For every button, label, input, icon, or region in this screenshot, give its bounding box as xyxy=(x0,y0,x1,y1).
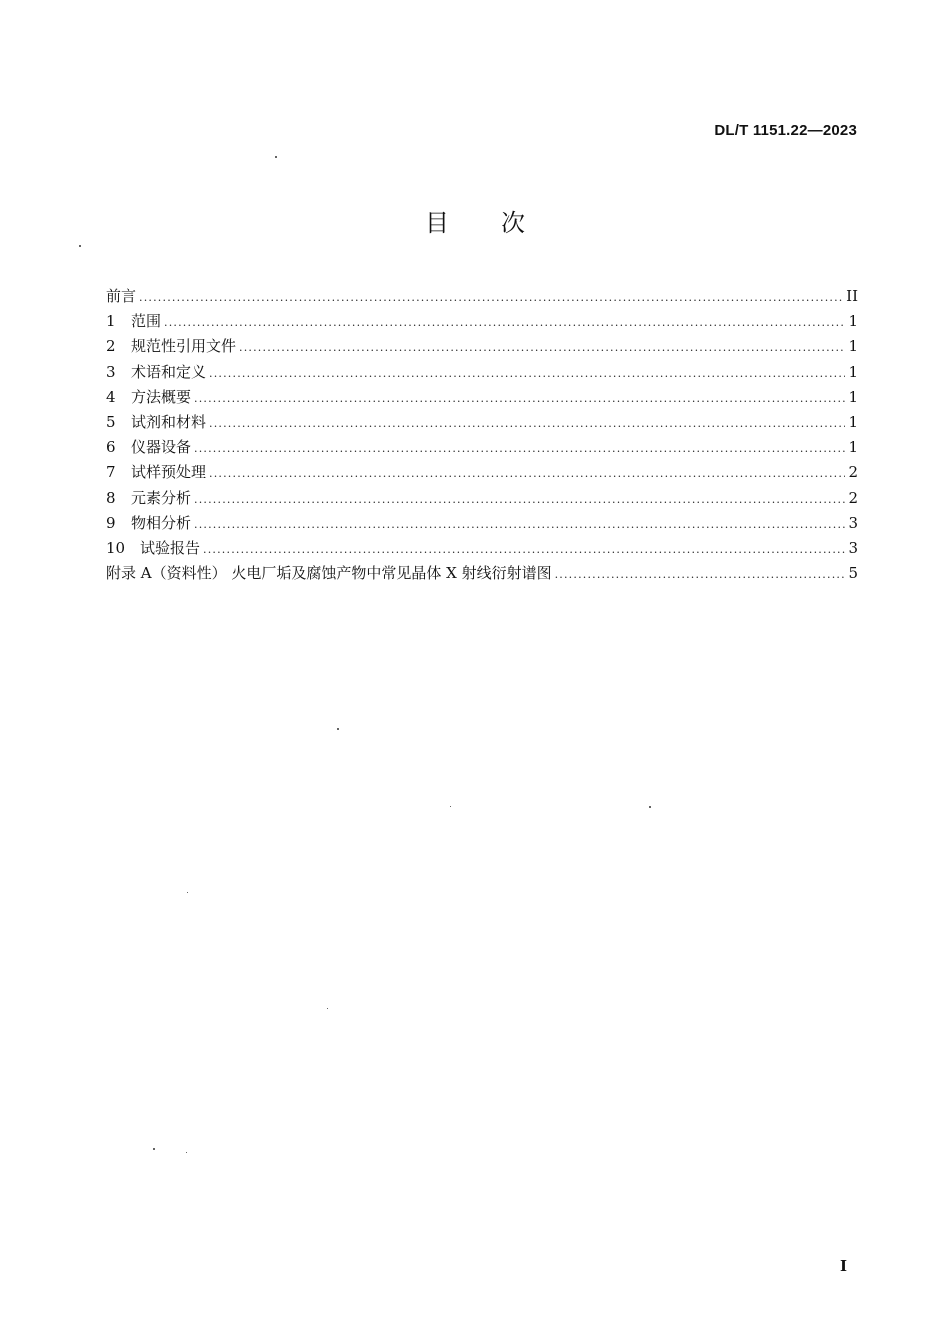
toc-entry-number: 9 xyxy=(106,513,116,532)
toc-entry-page: 1 xyxy=(848,362,858,381)
toc-entry-apparatus[interactable] xyxy=(106,435,858,460)
toc-leader-dots xyxy=(194,386,845,411)
toc-entry-page: 2 xyxy=(848,463,858,482)
toc-entry-page: 1 xyxy=(848,312,858,331)
toc-entry-page: 2 xyxy=(848,488,858,507)
toc-title: 目次 xyxy=(425,209,577,237)
page-number: I xyxy=(839,1257,847,1275)
table-of-contents xyxy=(106,284,858,586)
toc-entry-number: 5 xyxy=(106,412,116,431)
toc-entry-label: 2 规范性引用文件 xyxy=(106,334,239,359)
toc-leader-dots xyxy=(209,461,845,486)
toc-entry-elemental-analysis[interactable] xyxy=(106,486,858,511)
scan-speck xyxy=(187,892,188,893)
toc-entry-label: 3 术语和定义 xyxy=(106,360,209,385)
toc-leader-dots xyxy=(194,512,845,537)
toc-entry-label: 10 试验报告 xyxy=(106,536,203,561)
toc-entry-label: 1 范围 xyxy=(106,309,164,334)
toc-entry-label: 前言 xyxy=(106,287,137,305)
scan-speck xyxy=(153,1148,155,1150)
toc-entry-page: 1 xyxy=(848,412,858,431)
scan-speck xyxy=(337,728,339,730)
toc-entry-page: 3 xyxy=(848,513,858,532)
toc-entry-label: 8 元素分析 xyxy=(106,486,194,511)
toc-entry-page: 1 xyxy=(848,438,858,457)
toc-leader-dots xyxy=(194,436,845,461)
toc-entry-test-report[interactable] xyxy=(106,536,858,561)
toc-leader-dots xyxy=(209,361,845,386)
scan-speck xyxy=(649,806,651,808)
toc-leader-dots xyxy=(203,537,845,562)
toc-entry-number: 8 xyxy=(106,488,116,507)
toc-leader-dots xyxy=(194,487,845,512)
toc-entry-normative-references[interactable] xyxy=(106,334,858,359)
toc-entry-number: 6 xyxy=(106,438,116,457)
toc-entry-reagents-materials[interactable] xyxy=(106,410,858,435)
toc-entry-number: 3 xyxy=(106,362,116,381)
toc-leader-dots xyxy=(139,285,843,310)
scan-speck xyxy=(275,156,277,158)
toc-entry-page: 5 xyxy=(848,564,858,583)
toc-entry-page: II xyxy=(846,287,858,305)
toc-entry-page: 1 xyxy=(848,387,858,406)
scan-speck xyxy=(186,1152,187,1153)
toc-entry-page: 1 xyxy=(848,337,858,356)
toc-leader-dots xyxy=(555,562,846,587)
toc-entry-number: 1 xyxy=(106,312,116,331)
toc-entry-sample-pretreatment[interactable] xyxy=(106,460,858,485)
toc-entry-label: 7 试样预处理 xyxy=(106,460,209,485)
toc-leader-dots xyxy=(239,335,845,360)
toc-entry-number: 10 xyxy=(106,538,126,557)
toc-entry-scope[interactable] xyxy=(106,309,858,334)
toc-entry-annex-a[interactable] xyxy=(106,561,858,586)
toc-entry-number: 2 xyxy=(106,337,116,356)
toc-entry-label: 9 物相分析 xyxy=(106,511,194,536)
toc-entry-label: 6 仪器设备 xyxy=(106,435,194,460)
toc-entry-label: 附录 A（资料性） 火电厂垢及腐蚀产物中常见晶体 X 射线衍射谱图 xyxy=(106,564,552,583)
scan-speck xyxy=(327,1008,328,1009)
toc-leader-dots xyxy=(164,310,845,335)
toc-entry-page: 3 xyxy=(848,538,858,557)
toc-entry-method-summary[interactable] xyxy=(106,385,858,410)
toc-entry-phase-analysis[interactable] xyxy=(106,511,858,536)
scan-speck xyxy=(450,806,451,807)
toc-entry-terms-definitions[interactable] xyxy=(106,360,858,385)
toc-entry-label: 4 方法概要 xyxy=(106,385,194,410)
toc-entry-number: 4 xyxy=(106,387,116,406)
toc-entry-number: 7 xyxy=(106,463,116,482)
standard-code: DL/T 1151.22—2023 xyxy=(714,122,857,139)
toc-entry-label: 5 试剂和材料 xyxy=(106,410,209,435)
toc-entry-foreword[interactable] xyxy=(106,284,858,309)
toc-leader-dots xyxy=(209,411,845,436)
scan-speck xyxy=(79,245,81,247)
